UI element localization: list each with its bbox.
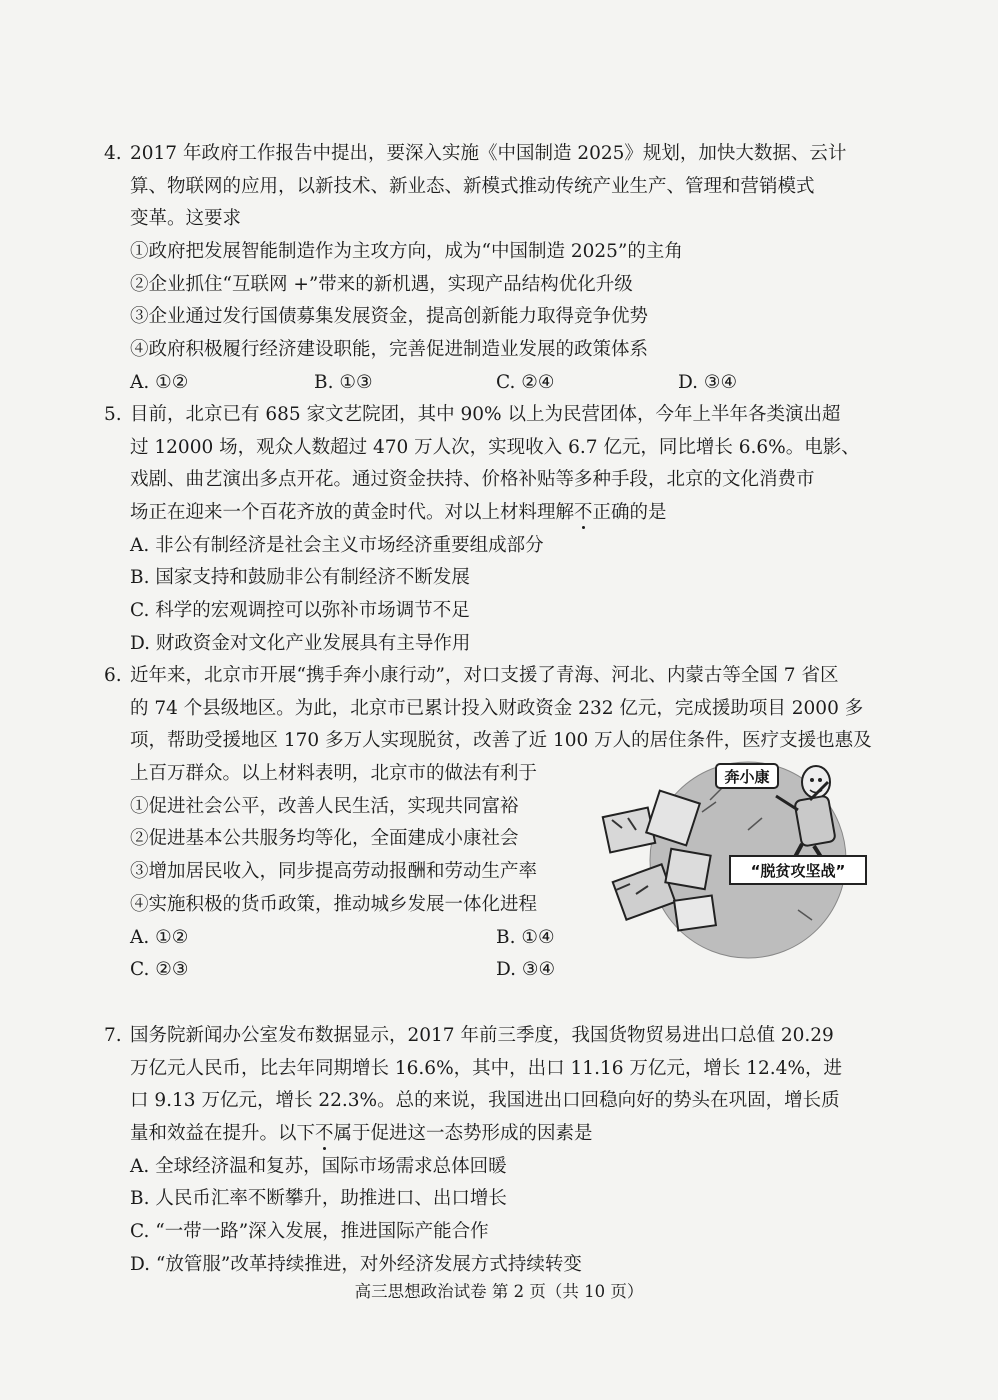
option-c[interactable]: C. 科学的宏观调控可以弥补市场调节不足: [130, 600, 470, 622]
statement: ①促进社会公平，改善人民生活，实现共同富裕: [130, 795, 519, 817]
option-a[interactable]: A. 非公有制经济是社会主义市场经济重要组成部分: [130, 534, 544, 556]
option-b[interactable]: B. 人民币汇率不断攀升，助推进口、出口增长: [130, 1188, 507, 1210]
statement: ②促进基本公共服务均等化，全面建成小康社会: [130, 828, 519, 850]
question-stem-line: 的 74 个县级地区。为此，北京市已累计投入财政资金 232 亿元，完成援助项目 2000 多: [130, 697, 864, 719]
question-stem-line: 口 9.13 万亿元，增长 22.3%。总的来说，我国进出口回稳向好的势头在巩固，增长质: [130, 1090, 840, 1112]
question-stem-line: 万亿元人民币，比去年同期增长 16.6%，其中，出口 11.16 万亿元，增长 12.4%，进: [130, 1057, 843, 1079]
question-number: 7.: [104, 1025, 122, 1046]
question-stem-line: 项，帮助受援地区 170 多万人实现脱贫，改善了近 100 万人的居住条件，医疗支援也惠及: [130, 730, 872, 752]
cartoon-label-top: 奔小康: [724, 768, 770, 786]
option-a[interactable]: A. ①②: [130, 371, 189, 393]
question-stem-line: 5. 目前，北京已有 685 家文艺院团，其中 90% 以上为民营团体，今年上半年各类演出超: [104, 399, 866, 432]
question-stem-line: 量和效益在提升。以下不 属于促进这一态势形成的因素是: [104, 1118, 866, 1151]
option-row: [104, 1151, 866, 1184]
question-5: [104, 399, 866, 661]
option-c[interactable]: C. “一带一路”深入发展，推进国际产能合作: [130, 1221, 489, 1243]
option-a[interactable]: A. ①②: [130, 926, 189, 948]
option-row: [104, 1249, 866, 1282]
question-stem-line: 变革。这要求: [130, 208, 242, 230]
cartoon-illustration: [598, 760, 868, 960]
page-footer: 高三思想政治试卷 第 2 页（共 10 页）: [354, 1282, 644, 1301]
statement: ③企业通过发行国债募集发展资金，提高创新能力取得竞争优势: [130, 306, 649, 328]
option-d[interactable]: D. 财政资金对文化产业发展具有主导作用: [130, 632, 471, 654]
option-d[interactable]: D. “放管服”改革持续推进，对外经济发展方式持续转变: [130, 1253, 582, 1275]
option-row: [104, 1216, 866, 1249]
option-d[interactable]: D. ③④: [678, 371, 738, 393]
option-c[interactable]: C. ②④: [496, 371, 555, 393]
statement: ②企业抓住“互联网 +”带来的新机遇，实现产品结构优化升级: [130, 273, 633, 295]
question-number: 4.: [104, 143, 122, 164]
question-stem-line: 4. 2017 年政府工作报告中提出，要深入实施《中国制造 2025》规划，加快大数据、云计: [104, 138, 866, 171]
option-row: [104, 530, 866, 563]
cartoon-banner: “脱贫攻坚战”: [750, 862, 846, 880]
question-stem-line: 上百万群众。以上材料表明，北京市的做法有利于: [130, 763, 538, 785]
option-row: [104, 1183, 866, 1216]
question-number: 6.: [104, 665, 122, 686]
question-4: [104, 138, 866, 400]
statement: ①政府把发展智能制造作为主攻方向，成为“中国制造 2025”的主角: [130, 241, 683, 263]
question-stem-line: 7. 国务院新闻办公室发布数据显示，2017 年前三季度，我国货物贸易进出口总值 20.29: [104, 1020, 866, 1053]
emphasis-mark: 不: [574, 502, 593, 523]
emphasis-dot: [323, 1147, 326, 1150]
emphasis-dot: [582, 526, 585, 529]
emphasis-mark: 不: [315, 1123, 334, 1144]
option-b[interactable]: B. ①③: [314, 371, 373, 393]
question-stem-line: 场正在迎来一个百花齐放的黄金时代。对以上材料理解不 正确的是: [104, 497, 866, 530]
option-a[interactable]: A. 全球经济温和复苏，国际市场需求总体回暖: [130, 1155, 507, 1177]
option-row: [104, 628, 866, 661]
statement: ③增加居民收入，同步提高劳动报酬和劳动生产率: [130, 861, 538, 883]
question-stem-line: 6. 近年来，北京市开展“携手奔小康行动”，对口支援了青海、河北、内蒙古等全国 7 省区: [104, 660, 866, 693]
statement: ④实施积极的货币政策，推动城乡发展一体化进程: [130, 893, 538, 915]
option-row: [104, 595, 866, 628]
question-stem-line: 算、物联网的应用，以新技术、新业态、新模式推动传统产业生产、管理和营销模式: [130, 175, 815, 197]
question-7: [104, 1020, 866, 1282]
options-row: [104, 367, 866, 400]
option-b[interactable]: B. 国家支持和鼓励非公有制经济不断发展: [130, 567, 470, 589]
option-row: [104, 562, 866, 595]
option-d[interactable]: D. ③④: [496, 959, 556, 981]
question-stem-line: 过 12000 场，观众人数超过 470 万人次，实现收入 6.7 亿元，同比增长 6.6%。电影、: [130, 436, 860, 458]
option-c[interactable]: C. ②③: [130, 959, 189, 981]
option-b[interactable]: B. ①④: [496, 926, 555, 948]
statement: ④政府积极履行经济建设职能，完善促进制造业发展的政策体系: [130, 339, 649, 361]
question-number: 5.: [104, 404, 122, 425]
question-stem-line: 戏剧、曲艺演出多点开花。通过资金扶持、价格补贴等多种手段，北京的文化消费市: [130, 469, 815, 491]
